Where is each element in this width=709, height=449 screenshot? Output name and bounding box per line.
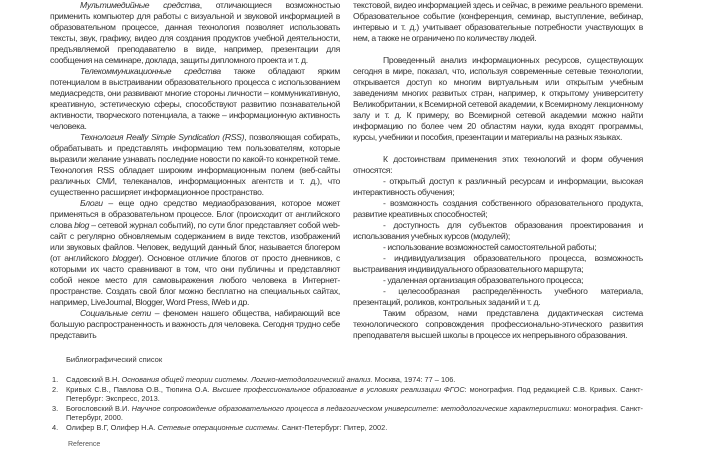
- paragraph-text: – феномен нашего общества, набирающий все большую распространенность и важность для человека. Сегодня трудно себе представить: [50, 308, 340, 340]
- item-author: Садовский В.Н.: [66, 375, 122, 384]
- bibliography-item: [52, 385, 643, 404]
- term-blogger: blogger: [112, 253, 139, 263]
- cutoff-text: Reference: [68, 441, 101, 448]
- item-publication: Москва, 1974: 77 – 106.: [372, 375, 456, 384]
- bibliography-heading: Библиографический список: [66, 355, 163, 364]
- bullet-item: - использование возможностей самостоятельной работы;: [383, 242, 597, 252]
- bullet-item: - возможность создания собственного образовательного продукта, развитие креативных способностей;: [353, 198, 643, 219]
- paragraph-text: , отличающиеся возможностью применить компьютер для работы с визуальной и звуковой информацией в образовательном процессе, данная технология позволяет использовать тексты, звук, графику, видео для создания продуктов учебной деятельности, предъявляемой преподавателю в виде, например, презентации для сообщения на семинаре, доклада, защиты дипломного проекта и т. д.: [50, 0, 340, 65]
- bullet-item: - индивидуализация образовательного процесса, возможность выстраивания индивидуального образовательного маршрута;: [353, 253, 643, 274]
- paragraph-advantages-intro: К достоинствам применения этих технологий и форм обучения относятся:: [353, 154, 643, 175]
- two-column-body: [50, 0, 643, 341]
- paragraph-analysis: Проведенный анализ информационных ресурсов, существующих сегодня в мире, показал, что, используя современные сетевые технологии, открывается доступ ко многим виртуальным или открытым учебным заведениям многих развитых стран, например, к открытому университету Великобритании, к Всемирной сетевой академии, к Всемирному лекционному залу и т. д. К примеру, во Всемирной сетевой академии можно найти информацию по более чем 20 областям науки, куда входят программы, курсы, учебники и пособия, презентации и материалы на разных языках.: [353, 55, 643, 142]
- item-publication: Санкт-Петербург: Питер, 2002.: [279, 422, 388, 432]
- item-number: 1.: [52, 375, 59, 384]
- item-publication: : монография. Под редакцией С.В. Кривых. Санкт-Петербург: Экспресс, 2013.: [66, 384, 643, 403]
- term-multimedia: Мультимедийные средства: [80, 0, 200, 10]
- paragraph-text: ). Основное отличие блогов от просто дневников, с которыми их часто сравнивают в том, что они публичны и представляют собой некое место для самовыражения любого человека в Интернет-пространстве. Создать свой блог можно бесплатно на специальных сайтах, например, LiveJournal, Blogger, Word Press, iWeb и др.: [50, 253, 340, 307]
- paragraph-multimedia: [50, 0, 340, 66]
- paragraph-event: текстовой, видео информацией здесь и сейчас, в режиме реального времени. Образовательное событие (конференция, семинар, выступление, вебинар, интервью и т. д.) учитывает образовательные потребности участвующих в нем, а также не ограничено по количеству людей.: [353, 0, 643, 43]
- item-number: 3.: [52, 403, 59, 413]
- paragraph-text: – сетевой журнал событий), по сути блог представляет собой web-сайт с регулярно обновляемым содержанием в виде текстов, изображений или звуковых файлов. Человек, ведущий данный блог, называется блогером (от английского: [50, 220, 340, 263]
- bibliography-list: [52, 375, 643, 432]
- paragraph-text: , позволяющая собирать, обрабатывать и представлять информацию тем пользователям, которые выразили желание узнавать последние новости по какой-то конкретной теме. Технология RSS обладает широким информационным полем (веб-сайты различных СМИ, телеканалов, информационных агентств и т. д.), что существенно расширяет информационное пространство.: [50, 132, 340, 197]
- item-title: Высшее профессиональное образование в условиях реализации ФГОС: [212, 384, 465, 394]
- item-author: Богословский В.И.: [66, 403, 132, 413]
- item-publication: : монография. Санкт-Петербург, 2000.: [66, 403, 644, 422]
- term-telecom: Телекоммуникационные средства: [80, 66, 221, 76]
- term-blogs: Блоги: [80, 198, 103, 208]
- paragraph-social: [50, 308, 340, 341]
- paragraph-text: также обладают ярким потенциалом в выстраивании образовательного процесса с использованием медиасредств, они развивают многие стороны личности – коммуникативную, креативную, эстетическую сферы, способствуют развитию познавательной активности, творческого потенциала, а также – информационную активность человека.: [50, 66, 340, 131]
- term-rss: Технология Really Simple Syndication (RSS): [80, 132, 245, 142]
- item-title: Основания общей теории системы. Логико-методологический анализ.: [121, 375, 373, 384]
- paragraph-text: – еще одно средство медиаобразования, которое может применяться в образовательном процессе. Блог (происходит от английского слова: [50, 198, 340, 230]
- item-number: 2.: [52, 384, 59, 394]
- term-social: Социальные сети: [80, 308, 152, 318]
- bibliography-item: [52, 404, 643, 423]
- bullet-item: - удаленная организация образовательного процесса;: [383, 275, 584, 285]
- item-number: 4.: [52, 422, 59, 432]
- paragraph-conclusion: Таким образом, нами представлена дидактическая система технологического сопровождения профессионально-этического развития преподавателя высшей школы в процессе их непрерывного образования.: [353, 308, 643, 340]
- paragraph-blogs: [50, 198, 340, 308]
- bullet-item: - открытый доступ к различный ресурсам и информации, высокая интерактивность обучения;: [353, 176, 643, 197]
- item-author: Олифер В.Г, Олифер Н.А.: [66, 422, 158, 432]
- bullet-item: - доступность для субъектов образования проектирования и использования учебных курсов (модулей);: [353, 220, 643, 241]
- bibliography-item: [52, 423, 643, 433]
- left-column: [50, 0, 340, 341]
- item-author: Кривых С.В., Павлова О.В., Тюпина О.А.: [66, 384, 213, 394]
- item-title: Научное сопровождение образовательного процесса в педагогическом университете: методологические характеристики: [131, 403, 570, 413]
- bibliography-item: [52, 375, 643, 385]
- paragraph-rss: [50, 132, 340, 198]
- item-title: Сетевые операционные системы.: [157, 422, 280, 432]
- paragraph-telecom: [50, 66, 340, 132]
- right-column: [353, 0, 643, 341]
- term-blog: blog: [74, 220, 90, 230]
- bullet-item: - целесообразная распределённость учебного материала, презентаций, роликов, контрольных заданий и т. д.: [353, 286, 643, 307]
